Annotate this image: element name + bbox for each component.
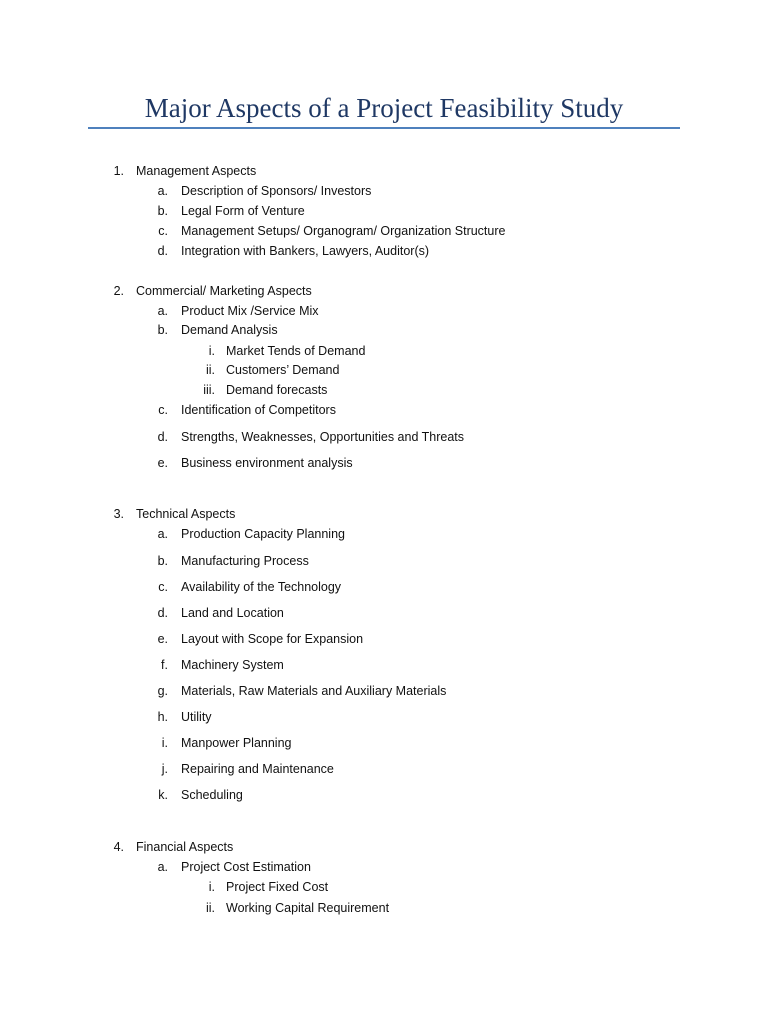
item-marker: g. — [157, 684, 168, 698]
item-marker: d. — [157, 244, 168, 258]
item-marker: a. — [157, 860, 168, 874]
item-marker: c. — [158, 403, 168, 417]
item-text: Scheduling — [181, 788, 243, 802]
item-text: Product Mix /Service Mix — [181, 304, 319, 318]
item-text: Integration with Bankers, Lawyers, Auditor(s) — [181, 244, 430, 258]
section-title: Technical Aspects — [136, 507, 236, 521]
subitem-marker: ii. — [205, 363, 215, 377]
section-title: Commercial/ Marketing Aspects — [136, 284, 312, 298]
item-marker: e. — [157, 456, 168, 470]
item-marker: h. — [157, 710, 168, 724]
item-marker: c. — [158, 224, 168, 238]
subitem-text: Customers’ Demand — [226, 363, 340, 377]
item-marker: k. — [158, 788, 168, 802]
item-text: Materials, Raw Materials and Auxiliary Materials — [181, 684, 447, 698]
subitem-text: Demand forecasts — [226, 383, 328, 397]
item-marker: b. — [157, 323, 168, 337]
item-marker: j. — [161, 762, 168, 776]
subitem-marker: iii. — [203, 383, 215, 397]
subitem-marker: i. — [208, 344, 215, 358]
item-marker: i. — [161, 736, 168, 750]
subitem-text: Market Tends of Demand — [226, 344, 366, 358]
item-text: Land and Location — [181, 606, 284, 620]
subitem-text: Project Fixed Cost — [226, 880, 329, 894]
item-text: Production Capacity Planning — [181, 527, 345, 541]
item-text: Layout with Scope for Expansion — [181, 632, 364, 646]
item-text: Machinery System — [181, 658, 284, 672]
item-text: Repairing and Maintenance — [181, 762, 334, 776]
item-text: Management Setups/ Organogram/ Organization Structure — [181, 224, 506, 238]
section-number: 1. — [113, 164, 124, 178]
item-marker: d. — [157, 606, 168, 620]
item-text: Identification of Competitors — [181, 403, 336, 417]
section-number: 4. — [113, 840, 124, 854]
section-title: Financial Aspects — [136, 840, 234, 854]
item-marker: c. — [158, 580, 168, 594]
item-text: Demand Analysis — [181, 323, 278, 337]
item-text: Strengths, Weaknesses, Opportunities and Threats — [181, 430, 465, 444]
item-marker: d. — [157, 430, 168, 444]
item-marker: a. — [157, 527, 168, 541]
item-marker: e. — [157, 632, 168, 646]
item-marker: b. — [157, 554, 168, 568]
item-text: Description of Sponsors/ Investors — [181, 184, 372, 198]
subitem-marker: i. — [208, 880, 215, 894]
subitem-marker: ii. — [205, 901, 215, 915]
page-title: Major Aspects of a Project Feasibility Study — [144, 93, 624, 123]
item-marker: b. — [157, 204, 168, 218]
subitem-text: Working Capital Requirement — [226, 901, 390, 915]
item-text: Legal Form of Venture — [181, 204, 305, 218]
item-marker: f. — [161, 658, 168, 672]
item-marker: a. — [157, 304, 168, 318]
item-text: Business environment analysis — [181, 456, 353, 470]
section-number: 3. — [113, 507, 124, 521]
item-text: Availability of the Technology — [181, 580, 342, 594]
item-text: Project Cost Estimation — [181, 860, 311, 874]
item-text: Manpower Planning — [181, 736, 292, 750]
item-text: Manufacturing Process — [181, 554, 309, 568]
title-underline — [88, 127, 680, 129]
item-text: Utility — [181, 710, 212, 724]
section-title: Management Aspects — [136, 164, 257, 178]
item-marker: a. — [157, 184, 168, 198]
section-number: 2. — [113, 284, 124, 298]
